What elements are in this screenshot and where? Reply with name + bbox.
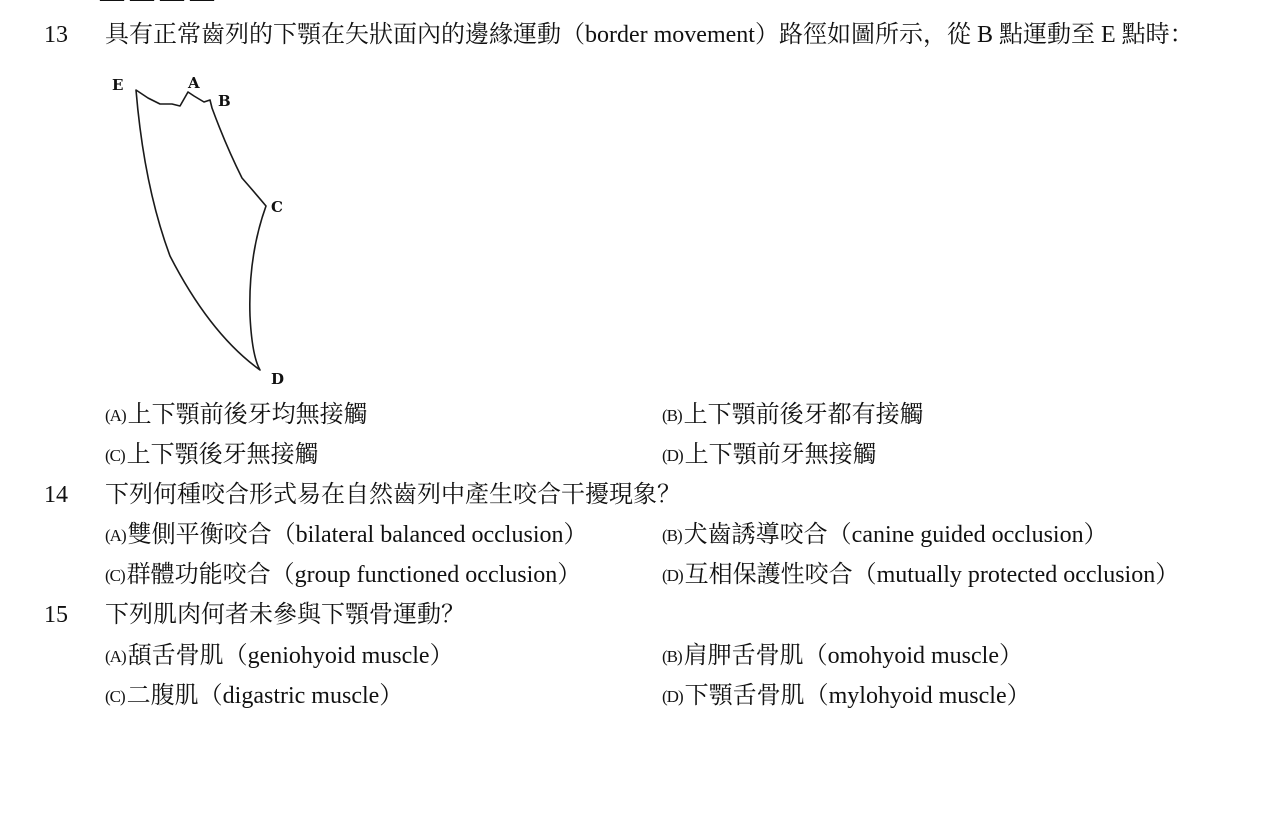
q15-option-d [662, 681, 1031, 713]
option-mark: (D) [662, 446, 683, 465]
option-mark: (C) [105, 446, 125, 465]
q14-option-a [105, 520, 588, 552]
option-text: 犬齒誘導咬合（canine guided occlusion） [683, 522, 1108, 548]
option-mark: (A) [105, 406, 126, 425]
question-15-stem: 下列肌肉何者未參與下顎骨運動？ [105, 602, 465, 628]
option-text: 雙側平衡咬合（bilateral balanced occlusion） [127, 522, 588, 548]
option-text: 上下顎前後牙都有接觸 [683, 402, 924, 428]
border-movement-figure [100, 66, 300, 396]
option-mark: (B) [662, 526, 682, 545]
clipped-previous-line [100, 0, 214, 13]
option-mark: (D) [662, 687, 683, 706]
question-13-number: 13 [44, 22, 68, 48]
option-mark: (A) [105, 647, 126, 666]
point-label-E: E [112, 76, 124, 94]
border-movement-path [136, 90, 266, 370]
question-14-number: 14 [44, 482, 68, 508]
option-text: 上下顎前牙無接觸 [684, 442, 877, 468]
option-text: 群體功能咬合（group functioned occlusion） [126, 562, 582, 588]
option-text: 下顎舌骨肌（mylohyoid muscle） [684, 683, 1031, 709]
option-text: 互相保護性咬合（mutually protected occlusion） [684, 562, 1180, 588]
q13-option-d [662, 440, 877, 472]
q14-option-d [662, 560, 1179, 592]
question-14-stem: 下列何種咬合形式易在自然齒列中產生咬合干擾現象？ [105, 482, 681, 508]
point-label-D: D [271, 370, 285, 388]
option-text: 頢舌骨肌（geniohyoid muscle） [127, 643, 454, 669]
option-mark: (C) [105, 687, 125, 706]
option-text: 肩胛舌骨肌（omohyoid muscle） [683, 643, 1023, 669]
point-label-B: B [218, 92, 231, 110]
q13-option-c [105, 440, 319, 472]
question-13-stem: 具有正常齒列的下顎在矢狀面內的邊緣運動（border movement）路徑如圖所示，從 B 點運動至 E 點時： [105, 22, 1194, 48]
question-15-number: 15 [44, 602, 68, 628]
option-text: 上下顎前後牙均無接觸 [127, 402, 368, 428]
option-text: 二腹肌（digastric muscle） [126, 683, 404, 709]
point-label-A: A [188, 74, 200, 92]
q13-option-a [105, 400, 368, 432]
q14-option-b [662, 520, 1108, 552]
option-mark: (B) [662, 406, 682, 425]
option-mark: (A) [105, 526, 126, 545]
option-mark: (D) [662, 566, 683, 585]
q15-option-c [105, 681, 403, 713]
q15-option-b [662, 641, 1023, 673]
option-mark: (C) [105, 566, 125, 585]
q15-option-a [105, 641, 454, 673]
q14-option-c [105, 560, 581, 592]
option-text: 上下顎後牙無接觸 [126, 442, 319, 468]
option-mark: (B) [662, 647, 682, 666]
q13-option-b [662, 400, 924, 432]
point-label-C: C [271, 198, 283, 216]
